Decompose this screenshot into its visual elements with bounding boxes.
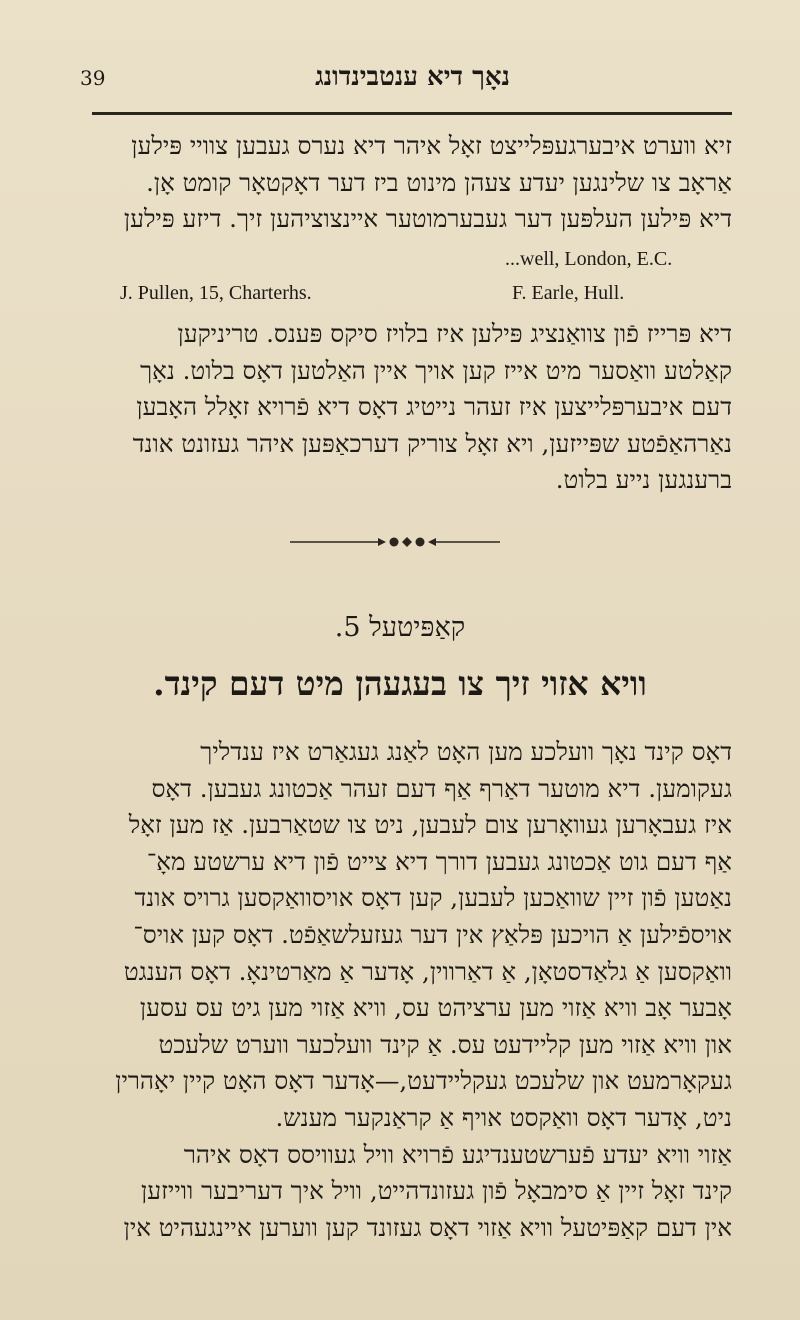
text-line: דיא פּרייז פֿון צוואַנציג פּילען איז בלויז סיקס פּענס. טריניקען	[177, 319, 732, 348]
text-line: געקאָרמעט און שלעכט געקליידעט,—אָדער דאָס האָט קיין יאָהרין	[115, 1066, 732, 1096]
text-line: אַזוי וויא יעדע פֿערשטענדיגע פֿרויא וויל געוויסס דאָס איהר	[183, 1139, 732, 1169]
page-header	[80, 62, 700, 102]
paragraph-3	[92, 734, 732, 1246]
text-line: אָבער אָב וויא אַזוי מען ערציהט עס, וויא אַזוי מען גיט עס עסען	[139, 993, 732, 1023]
running-head: נאָך דיא ענטבינדונג	[315, 62, 510, 92]
text-line: ניט, אָדער דאָס וואַקסט אויף אַ קראַנקער מענש.	[275, 1102, 732, 1132]
text-line: נאַטען פֿון זיין שוואַכען לעבען, קען דאָס אויסוואַקסען גרויס אונד	[134, 883, 732, 913]
text-line: אין דעם קאַפּיטעל וויא אַזוי דאָס געזונד קען ווערען איינגעהיט אין	[123, 1212, 732, 1242]
text-line: אַף דעם גוט אַכטונג געבען דורך דיא צייט פֿון דיא ערשטע מאָ־	[146, 846, 732, 876]
paragraph-2	[92, 316, 732, 499]
text-line: און וויא אַזוי מען קליידעט עס. אַ קינד וועלכער ווערט שלעכט	[158, 1029, 732, 1059]
text-line: דאָס קינד נאָך וועלכע מען האָט לאַנג געגאַרט איז ענדליך	[200, 737, 732, 766]
text-line: קינד זאָל זיין אַ סימבאָל פֿון געזונדהייט, וויל איך דעריבער ווייזען	[140, 1176, 732, 1206]
advert-line-1: ...well, London, E.C.	[505, 248, 673, 270]
text-line: געקומען. דיא מוטער דאַרף אַף דעם זעהר אַכטונג געבען. דאָס	[151, 773, 732, 803]
text-line: זיא ווערט איבערגעפּלייצט זאָל איהר דיא נערס געבען צוויי פּילען	[131, 131, 732, 160]
text-line: דעם איבערפּלייצען איז זעהר נייטיג דאָס דיא פֿרויא זאָלל האָבען	[136, 392, 732, 422]
text-line: אַראָב צו שלינגען יעדע צעהן מינוט ביז דער דאָקטאָר קומט אָן.	[146, 167, 732, 197]
header-rule	[92, 112, 732, 115]
advert-line-2-right: F. Earle, Hull.	[512, 282, 625, 304]
text-line: נאַרהאַפֿטע שפּייזען, ויא זאָל צוריק דערכאַפּען איהר געזונט אונד	[132, 428, 732, 458]
text-line: קאַלטע וואַסער מיט אייז קען אויך איין האַלטען דאָס בלוט. נאָך	[140, 355, 732, 385]
page-number: 39	[80, 66, 106, 90]
text-line: אויספֿילען אַ הויכען פּלאַץ אין דער געזעלשאַפֿט. דאָס קען אויס־	[133, 919, 732, 949]
chapter-label: קאַפּיטעל 5.	[334, 612, 466, 643]
text-line: וואַקסען אַ גלאַדסטאָן, אַ דאַרווין, אָדער אַ מאַרטינאָ. דאָס הענגט	[123, 956, 732, 986]
text-line: ברענגען נייע בלוט.	[555, 465, 732, 495]
paragraph-1	[92, 128, 732, 238]
chapter-title: וויא אזוי זיך צו בעגעהן מיט דעם קינד.	[153, 664, 647, 703]
ornament-divider	[290, 536, 500, 548]
advert-line-2-left: J. Pullen, 15, Charterhs.	[120, 282, 312, 304]
text-line: איז געבאָרען געוואָרען צום לעבען, ניט צו שטאַרבען. אַז מען זאָל	[128, 810, 732, 840]
text-line: דיא פּילען העלפּען דער געבערמוטער איינצוציהען זיך. דיזע פּילען	[123, 204, 732, 234]
